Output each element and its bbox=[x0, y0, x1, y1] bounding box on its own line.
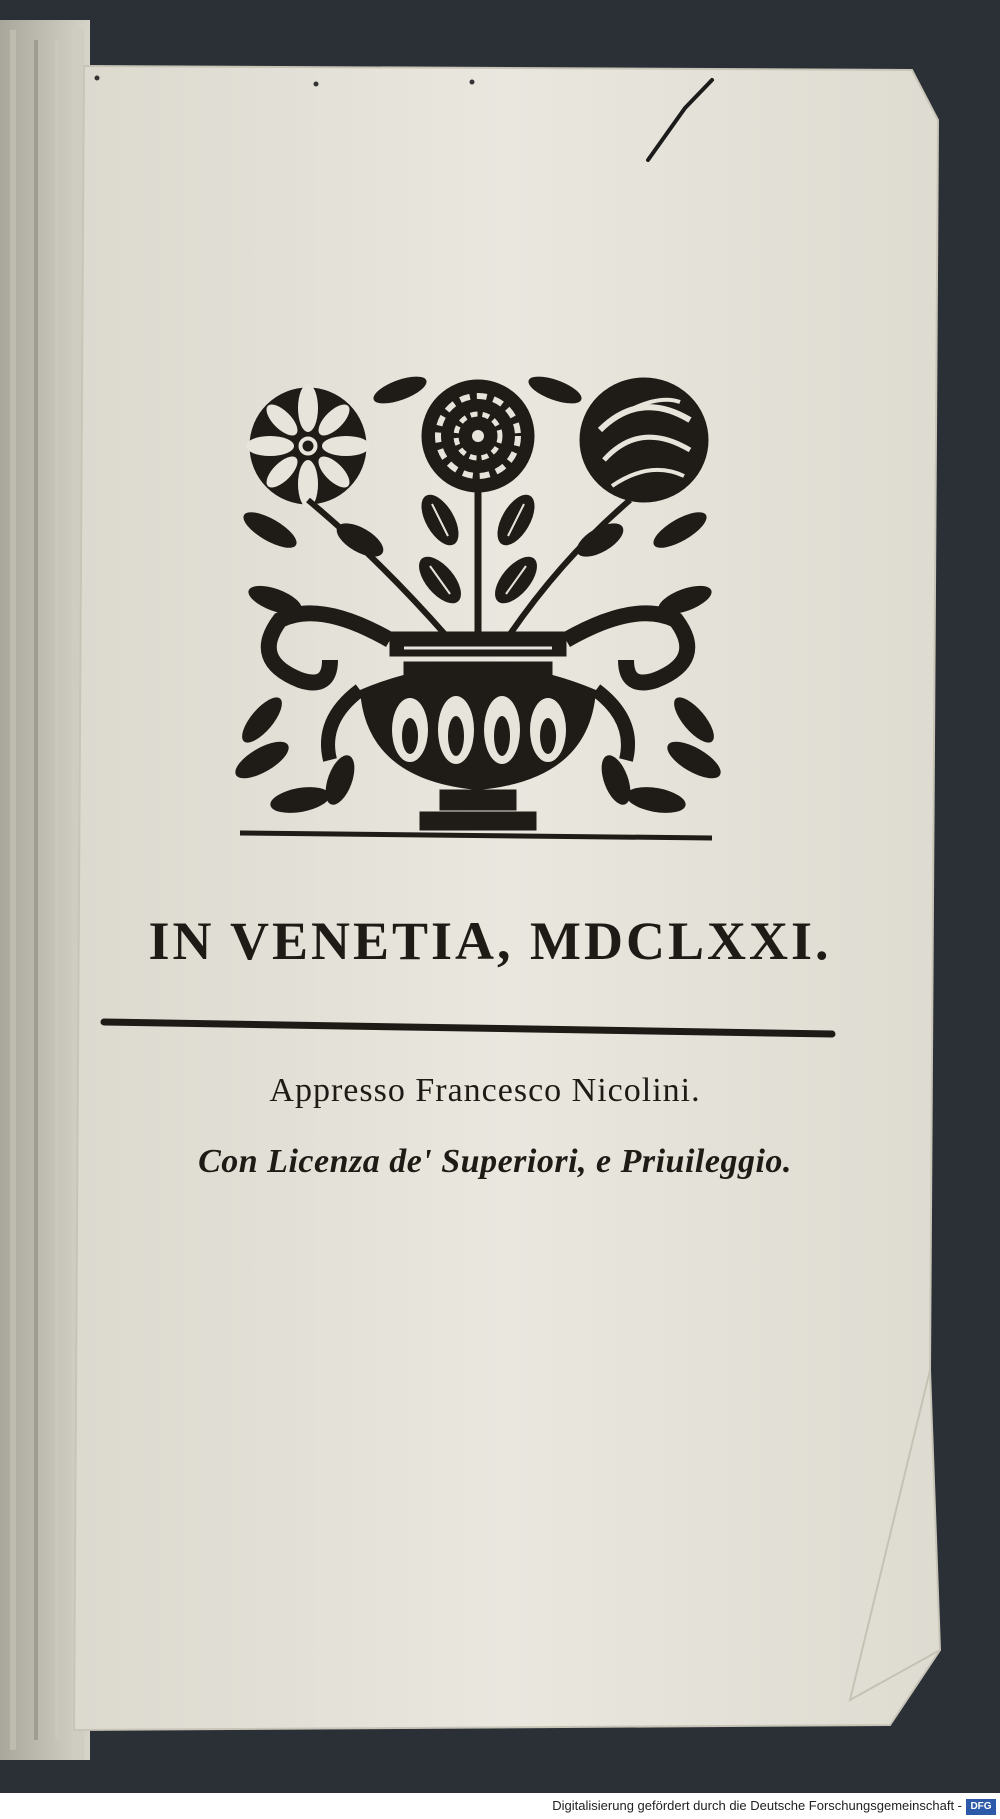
ink-dot bbox=[95, 76, 100, 81]
dfg-logo: DFG bbox=[966, 1799, 996, 1815]
digitization-credit: Digitalisierung gefördert durch die Deutsche Forschungsgemeinschaft - bbox=[552, 1798, 962, 1813]
paper-page bbox=[74, 66, 940, 1730]
ink-dot bbox=[470, 80, 475, 85]
printer-imprint: Appresso Francesco Nicolini. bbox=[269, 1072, 701, 1109]
license-imprint: Con Licenza de' Superiori, e Priuileggio. bbox=[198, 1143, 792, 1180]
place-and-year: IN VENETIA, MDCLXXI. bbox=[148, 911, 832, 971]
ink-dot bbox=[314, 82, 319, 87]
